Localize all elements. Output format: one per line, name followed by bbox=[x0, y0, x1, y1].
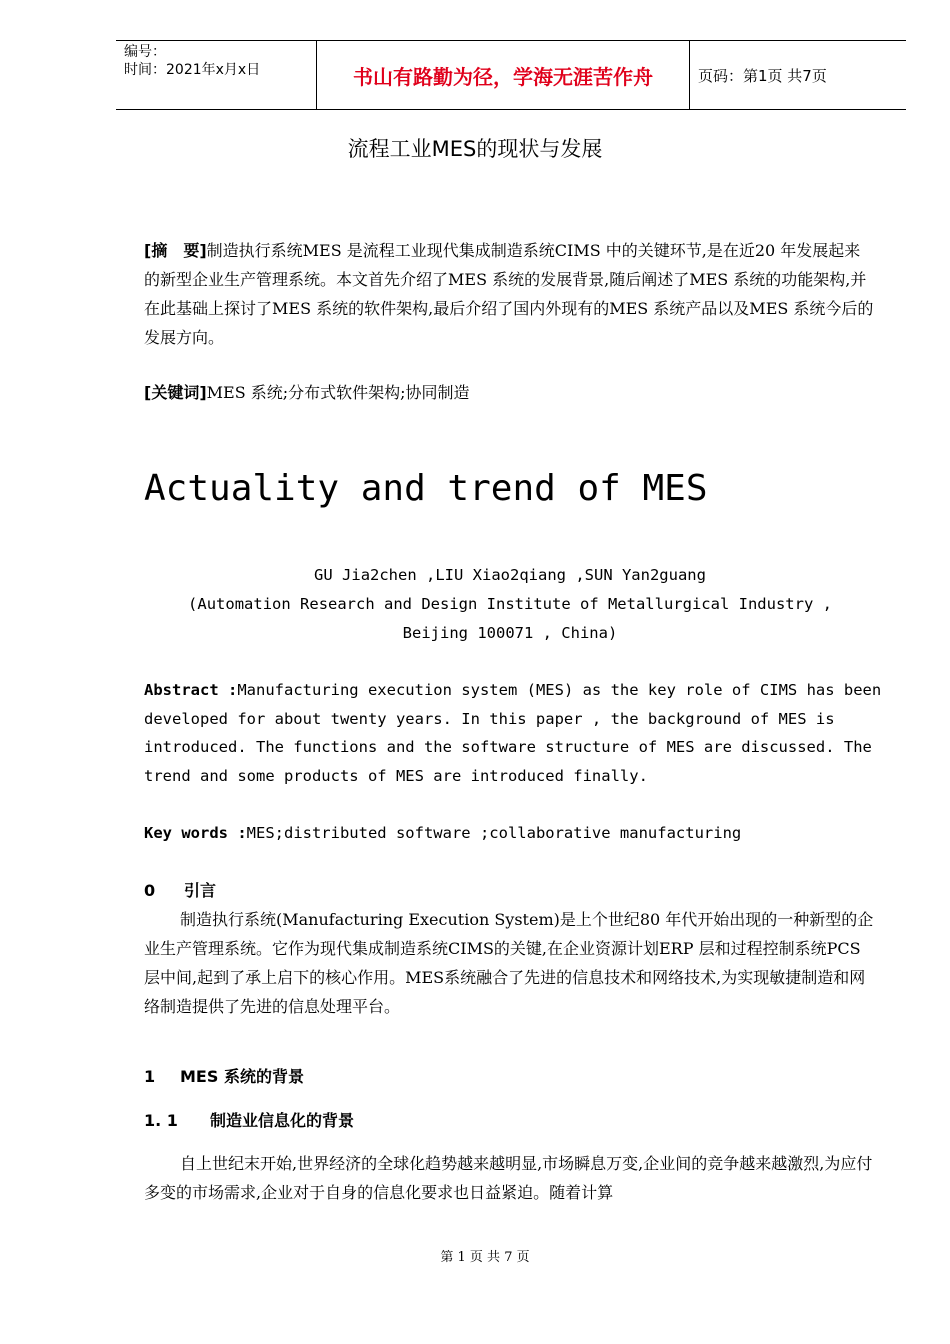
section-heading-0 bbox=[144, 878, 216, 901]
en-keywords-text: MES;distributed software ;collaborative manufacturing bbox=[246, 824, 742, 842]
en-keywords-label: Key words : bbox=[144, 824, 247, 842]
authors: GU Jia2chen ,LIU Xiao2qiang ,SUN Yan2guang bbox=[314, 566, 706, 584]
header-meta bbox=[116, 41, 316, 109]
intro-paragraph: 制造执行系统(Manufacturing Execution System)是上个世纪80 年代开始出现的一种新型的企业生产管理系统。它作为现代集成制造系统CIMS的关键,在企业资源计划ERP 层和过程控制系统PCS 层中间,起到了承上启下的核心作用。MES系统融合了先进的信息技术和网络技术,为实现敏捷制造和网络制造提供了先进的信息处理平台。 bbox=[144, 910, 874, 1016]
section-title: 引言 bbox=[184, 881, 217, 900]
section-title: MES 系统的背景 bbox=[180, 1067, 304, 1086]
background-paragraph: 自上世纪末开始,世界经济的全球化趋势越来越明显,市场瞬息万变,企业间的竞争越来越激烈,为应付多变的市场需求,企业对于自身的信息化要求也日益紧迫。随着计算 bbox=[144, 1154, 873, 1202]
english-title: Actuality and trend of MES bbox=[144, 468, 708, 509]
header-motto: 书山有路勤为径，学海无涯苦作舟 bbox=[316, 41, 690, 109]
section-heading-1 bbox=[144, 1064, 304, 1087]
section-number: 0 bbox=[144, 881, 156, 900]
section-title: 制造业信息化的背景 bbox=[210, 1111, 355, 1130]
en-abstract-label: Abstract : bbox=[144, 681, 238, 699]
time-label: 时间：2021年x月x日 bbox=[124, 62, 261, 78]
en-abstract bbox=[144, 676, 884, 790]
section-heading-1-1 bbox=[144, 1108, 354, 1131]
cn-keywords-text: MES 系统;分布式软件架构;协同制造 bbox=[206, 383, 470, 402]
affiliation-line2: Beijing 100071 , China) bbox=[402, 624, 618, 642]
affiliation-line1: (Automation Research and Design Institute of Metallurgical Industry , bbox=[188, 595, 832, 613]
number-label: 编号： bbox=[124, 44, 166, 60]
section-number: 1. 1 bbox=[144, 1111, 178, 1130]
cn-abstract-text: 制造执行系统MES 是流程工业现代集成制造系统CIMS 中的关键环节,是在近20 年发展起来的新型企业生产管理系统。本文首先介绍了MES 系统的发展背景,随后阐述了MES 系统的功能架构,并在此基础上探讨了MES 系统的软件架构,最后介绍了国内外现有的MES 系统产品以及MES 系统今后的发展方向。 bbox=[144, 241, 874, 347]
header-page-label: 页码：第1页 共7页 bbox=[698, 66, 827, 85]
page-header bbox=[116, 40, 906, 110]
cn-keywords-label: [关键词] bbox=[144, 383, 207, 402]
cn-abstract bbox=[144, 236, 874, 352]
page-footer: 第 1 页 共 7 页 bbox=[440, 1250, 530, 1265]
en-keywords bbox=[144, 819, 884, 847]
section-number: 1 bbox=[144, 1067, 156, 1086]
cn-keywords bbox=[144, 378, 874, 407]
document-title: 流程工业MES的现状与发展 bbox=[347, 137, 603, 161]
cn-abstract-label: [摘 要] bbox=[144, 241, 207, 260]
en-abstract-text: Manufacturing execution system (MES) as the key role of CIMS has been developed for about twenty years. In this paper , the background of MES is introduced. The functions and the software structure of MES are discussed. The trend and some products of MES are introduced finally. bbox=[144, 681, 882, 785]
